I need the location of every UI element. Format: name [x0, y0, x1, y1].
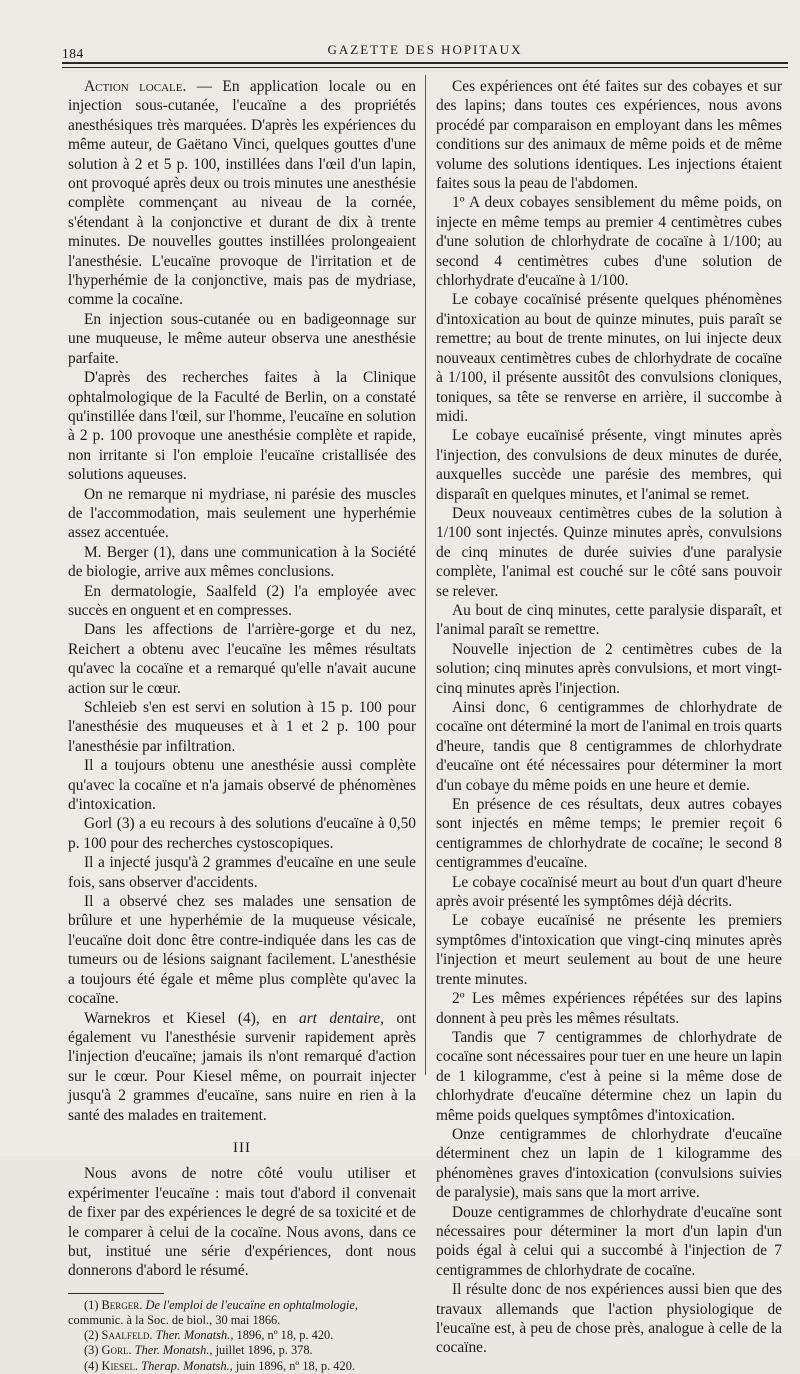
- paragraph: Nouvelle injection de 2 centimètres cubes de la solution; cinq minutes après convulsions, et mort vingt-cinq minutes après l'injection.: [436, 640, 782, 697]
- page-number: 184: [62, 46, 84, 61]
- paragraph: Deux nouveaux centimètres cubes de la solution à 1/100 sont injectés. Quinze minutes après, convulsions de cinq minutes de durée suivies d'une paralysie complète, l'animal est couché sur le côté sans pouvoir se relever.: [436, 504, 782, 600]
- paragraph: On ne remarque ni mydriase, ni parésie des muscles de l'accommodation, mais seulement une hyperhémie assez accentuée.: [68, 485, 416, 542]
- paragraph: Il résulte donc de nos expériences aussi bien que des travaux allemands que l'action physiologique de l'eucaïne est, à peu de chose près, analogue à celle de la cocaïne.: [436, 1281, 782, 1357]
- paragraph: Tandis que 7 centigrammes de chlorhydrate de cocaïne sont nécessaires pour tuer en une heure un lapin de 1 kilogramme, c'est à peine si la même dose de chlorhydrate d'eucaïne détermine chez un lapin du même poids quelques symptômes d'intoxication.: [436, 1028, 782, 1124]
- column-divider: [425, 75, 426, 1075]
- paragraph: Ces expériences ont été faites sur des cobayes et sur des lapins; dans toutes ces expériences, nous avons procédé par comparaison en employant dans les mêmes conditions sur des animaux de même poids et de même volume des solutions identiques. Les injections étaient faites sous la peau de l'abdomen.: [436, 78, 782, 193]
- paragraph: Warnekros et Kiesel (4), en art dentaire, ont également vu l'anesthésie survenir rapidement après l'injection d'eucaïne; jamais ils n'ont remarqué d'action sur le cœur. Pour Kiesel même, on pourrait injecter jusqu'à 2 grammes d'eucaïne, sans nuire en rien à la santé des malades en traitement.: [68, 1009, 416, 1124]
- paragraph: Il a toujours obtenu une anesthésie aussi complète qu'avec la cocaïne et n'a jamais observé de phénomènes d'intoxication.: [68, 757, 416, 814]
- paragraph: Le cobaye cocaïnisé meurt au bout d'un quart d'heure après avoir présenté les symptômes déjà décrits.: [436, 873, 782, 911]
- footnote: (4) Kiesel. Therap. Monatsh., juin 1896, nº 18, p. 420.: [84, 1358, 355, 1373]
- paragraph: Onze centigrammes de chlorhydrate d'eucaïne déterminent chez un lapin de 1 kilogramme des phénomènes graves d'intoxication (convulsions suivies de paralysie), mais sans que la mort arrive.: [436, 1125, 782, 1202]
- footnote: (3) Gorl. Ther. Monatsh., juillet 1896, p. 378.: [84, 1343, 313, 1358]
- paragraph: M. Berger (1), dans une communication à la Société de biologie, arrive aux mêmes conclusions.: [68, 543, 416, 581]
- paragraph: 1º A deux cobayes sensiblement du même poids, on injecte en même temps au premier 4 centimètres cubes d'une solution de chlorhydrate de cocaïne à 1/100; au second 4 centimètres cubes d'une solution de chlorhydrate d'eucaïne à 1/100.: [436, 194, 782, 290]
- running-title: GAZETTE DES HOPITAUX: [327, 42, 523, 57]
- section-lead: Action locale.: [84, 78, 187, 95]
- right-column: [436, 77, 782, 1358]
- paragraph: En injection sous-cutanée ou en badigeonnage sur une muqueuse, le même auteur observa une anesthésie parfaite.: [68, 310, 416, 367]
- page-header: [62, 40, 788, 62]
- paragraph: Nous avons de notre côté voulu utiliser et expérimenter l'eucaïne : mais tout d'abord il convenait de fixer par des expériences le degré de sa toxicité et de le comparer à celui de la cocaïne. Nous avons, dans ce but, institué une série d'expériences, dont nous donnerons d'abord le résumé.: [68, 1165, 416, 1280]
- footnote: (2) Saalfeld. Ther. Monatsh., 1896, nº 18, p. 420.: [84, 1328, 334, 1343]
- paragraph: Au bout de cinq minutes, cette paralysie disparaît, et l'animal paraît se remettre.: [436, 601, 782, 639]
- paragraph: 2º Les mêmes expériences répétées sur des lapins donnent à peu près les mêmes résultats.: [436, 990, 782, 1027]
- header-rule-thick: [62, 62, 788, 64]
- paragraph: Il a injecté jusqu'à 2 grammes d'eucaïne en une seule fois, sans observer d'accidents.: [68, 854, 416, 891]
- left-column: [68, 77, 416, 1374]
- paragraph: Ainsi donc, 6 centigrammes de chlorhydrate de cocaïne ont déterminé la mort de l'animal en trois quarts d'heure, tandis que 8 centigrammes de chlorhydrate d'eucaïne ont été nécessaires pour déterminer la mort d'un cobaye du même poids en une heure et demie.: [436, 699, 782, 794]
- paragraph: Douze centigrammes de chlorhydrate d'eucaïne sont nécessaires pour déterminer la mort d'un lapin d'un poids égal à celui qui a succombé à l'injection de 7 centigrammes de chlorhydrate de cocaïne.: [436, 1203, 782, 1279]
- paragraph: Il a observé chez ses malades une sensation de brûlure et une hyperhémie de la muqueuse vésicale, l'eucaïne doit donc être contre-indiquée dans les cas de tumeurs ou de lésions saignant facilement. L'anesthésie a toujours été égale et même plus complète qu'avec la cocaïne.: [68, 893, 416, 1008]
- paragraph: Le cobaye cocaïnisé présente quelques phénomènes d'intoxication au bout de quinze minutes, puis paraît se remettre; au bout de trente minutes, on lui injecte deux nouveaux centimètres cubes de chlorhydrate de cocaïne à 1/100, il présente aussitôt des convulsions cloniques, toniques, sa tête se renverse en arrière, il succombe à midi.: [436, 291, 782, 425]
- footnote: (1) Berger. De l'emploi de l'eucaïne en ophtalmologie, communic. à la Soc. de biol., 30 mai 1866.: [68, 1297, 358, 1327]
- paragraph: Schleieb s'en est servi en solution à 15 p. 100 pour l'anesthésie des muqueuses et à 1 et 2 p. 100 pour l'anesthésie par infiltration.: [68, 699, 416, 755]
- header-rule-thin: [62, 67, 788, 68]
- paragraph: D'après des recherches faites à la Clinique ophtalmologique de la Faculté de Berlin, on a constaté qu'instillée dans l'œil, sur l'homme, l'eucaïne en solution à 2 p. 100 provoque une anesthésie complète et rapide, non irritante si l'on emploie l'eucaïne cristallisée des solutions aqueuses.: [68, 369, 416, 484]
- paragraph: Action locale. — En application locale ou en injection sous-cutanée, l'eucaïne a des propriétés anesthésiques très marquées. D'après les expériences du même auteur, de Gaëtano Vinci, quelques gouttes d'une solution à 2 et 5 p. 100, instillées dans l'œil d'un lapin, ont provoqué après deux ou trois minutes une anesthésie complète commençant au niveau de la cornée, s'étendant à la conjonctive et durant de dix à trente minutes. De nouvelles gouttes instillées prolongeaient l'anesthésie. L'eucaïne provoque de l'irritation et de l'hyperhémie de la conjonctive, mais pas de mydriase, comme la cocaïne.: [68, 78, 416, 309]
- section-heading: III: [233, 1139, 251, 1156]
- paragraph: Le cobaye eucaïnisé ne présente les premiers symptômes d'intoxication que vingt-cinq minutes après l'injection et meurt seulement au bout de une heure trente minutes.: [436, 912, 782, 988]
- paragraph: Dans les affections de l'arrière-gorge et du nez, Reichert a obtenu avec l'eucaïne les mêmes résultats qu'avec la cocaïne et a remarqué qu'elle n'avait aucune action sur le cœur.: [68, 621, 416, 697]
- paragraph: Gorl (3) a eu recours à des solutions d'eucaïne à 0,50 p. 100 pour des recherches cystoscopiques.: [68, 815, 416, 852]
- footnote-rule: [68, 1293, 164, 1294]
- paragraph: En présence de ces résultats, deux autres cobayes sont injectés en même temps; le premier reçoit 6 centigrammes de chlorhydrate de cocaïne; le second 8 centigrammes d'eucaïne.: [436, 796, 782, 872]
- paragraph: Le cobaye eucaïnisé présente, vingt minutes après l'injection, des convulsions de deux minutes de durée, auxquelles succède une parésie des membres, qui disparaît en quelques minutes, et l'animal se remet.: [436, 427, 782, 503]
- paragraph: En dermatologie, Saalfeld (2) l'a employée avec succès en onguent et en compresses.: [68, 582, 416, 619]
